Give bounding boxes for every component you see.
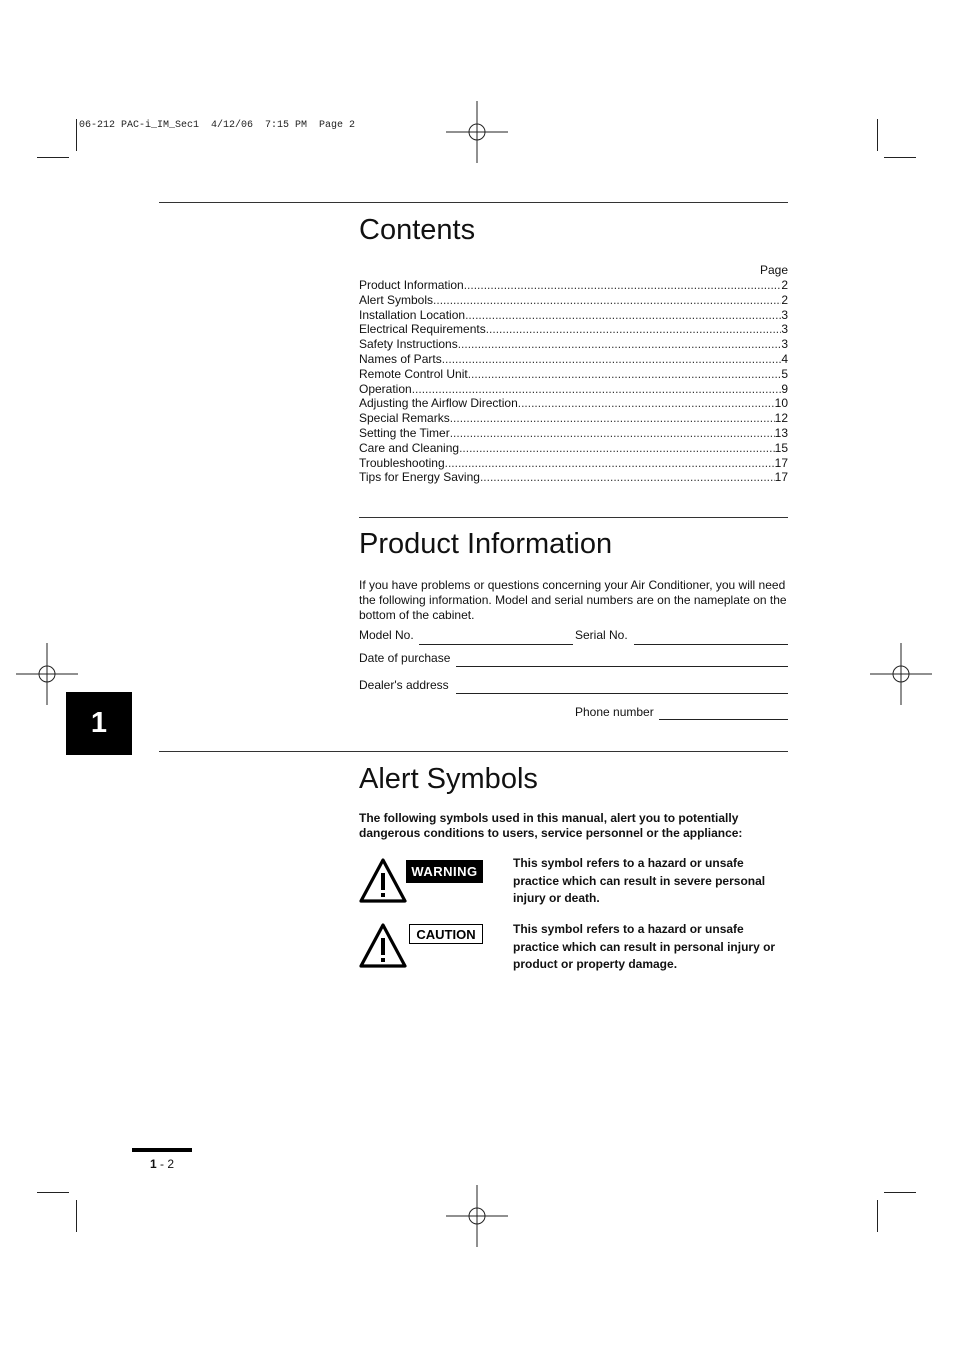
toc-entry-title: Remote Control Unit (359, 366, 468, 381)
toc-entry-title: Troubleshooting (359, 455, 445, 470)
toc-entry-title: Installation Location (359, 307, 466, 322)
warning-badge: WARNING (406, 860, 483, 883)
toc-leader-dots (412, 382, 782, 397)
section-tab: 1 (66, 692, 132, 755)
toc-entry-title: Electrical Requirements (359, 322, 486, 337)
toc-leader-dots (465, 308, 781, 323)
page-chapter: 1 (150, 1157, 157, 1171)
toc-leader-dots (458, 337, 782, 352)
product-info-title: Product Information (359, 528, 613, 560)
toc-leader-dots (433, 293, 781, 308)
toc-leader-dots (459, 441, 775, 456)
table-of-contents (359, 262, 788, 485)
toc-entry (359, 456, 788, 471)
toc-leader-dots (486, 322, 782, 337)
dealer-address-field[interactable] (456, 693, 788, 694)
model-number-label: Model No. (359, 628, 414, 642)
toc-entry-title: Setting the Timer (359, 425, 450, 440)
model-number-field[interactable] (419, 644, 573, 645)
registration-mark-top (446, 101, 508, 163)
toc-entry-page: 2 (781, 278, 788, 292)
toc-entry (359, 308, 788, 323)
toc-leader-dots (480, 470, 775, 485)
caution-triangle-icon (358, 922, 408, 969)
toc-entry (359, 367, 788, 382)
toc-entry-page: 3 (781, 322, 788, 337)
toc-leader-dots (464, 278, 782, 293)
toc-entry-page: 5 (781, 366, 788, 381)
toc-entry-title: Adjusting the Airflow Direction (359, 396, 518, 411)
toc-entry-title: Product Information (359, 278, 464, 292)
toc-leader-dots (468, 367, 782, 382)
toc-entry-page: 4 (781, 351, 788, 366)
dealer-address-label: Dealer's address (359, 678, 449, 692)
toc-page-header: Page (759, 263, 788, 277)
toc-entry-page: 13 (774, 425, 788, 440)
toc-entry (359, 337, 788, 352)
toc-leader-dots (450, 411, 775, 426)
alert-symbols-intro: The following symbols used in this manual, alert you to potentially dangerous conditions to users, service personnel or the appliance: (359, 811, 743, 840)
serial-number-label: Serial No. (575, 628, 628, 642)
toc-entry-title: Safety Instructions (359, 337, 458, 352)
toc-entry-page: 15 (774, 440, 788, 455)
registration-mark-bottom (446, 1185, 508, 1247)
date-of-purchase-label: Date of purchase (359, 651, 451, 665)
toc-entry (359, 278, 788, 293)
toc-entry-title: Tips for Energy Saving (359, 470, 480, 485)
caution-description: This symbol refers to a hazard or unsafe practice which can result in personal injury or product or property damage. (513, 922, 776, 971)
alert-symbols-rule (159, 751, 788, 752)
toc-entry-title: Names of Parts (359, 351, 442, 366)
product-info-rule (359, 517, 788, 518)
toc-entry-title: Operation (359, 381, 412, 396)
alert-symbols-title: Alert Symbols (359, 763, 538, 795)
footer-bar (132, 1148, 192, 1152)
toc-entry-title: Alert Symbols (359, 292, 434, 307)
toc-entry (359, 322, 788, 337)
caution-badge: CAUTION (409, 924, 483, 944)
toc-entry-page: 17 (774, 470, 788, 485)
contents-title: Contents (359, 214, 476, 246)
toc-entry-page: 3 (781, 337, 788, 352)
toc-entry (359, 426, 788, 441)
page-separator: - (156, 1157, 168, 1171)
toc-entry-page: 12 (774, 411, 788, 426)
toc-entry (359, 441, 788, 456)
toc-entry-page: 9 (781, 381, 788, 396)
warning-triangle-icon (358, 857, 408, 904)
toc-leader-dots (450, 426, 775, 441)
toc-entry (359, 293, 788, 308)
toc-entry-page: 17 (774, 455, 788, 470)
toc-entry-page: 10 (774, 396, 788, 411)
toc-entry (359, 411, 788, 426)
phone-number-label: Phone number (575, 705, 654, 719)
toc-entry-page: 3 (781, 307, 788, 322)
printer-slug: 06-212 PAC-i_IM_Sec1 4/12/06 7:15 PM Page 2 (79, 120, 356, 131)
toc-leader-dots (445, 456, 775, 471)
serial-number-field[interactable] (634, 644, 788, 645)
product-info-body: If you have problems or questions concerning your Air Conditioner, you will need the following information. Model and serial numbers are on the nameplate on the bottom of the cabinet. (359, 578, 787, 622)
toc-entry (359, 396, 788, 411)
warning-description: This symbol refers to a hazard or unsafe practice which can result in severe personal injury or death. (513, 856, 766, 905)
toc-list (359, 278, 788, 485)
toc-leader-dots (518, 396, 775, 411)
phone-number-field[interactable] (659, 719, 788, 720)
toc-entry (359, 382, 788, 397)
toc-entry (359, 470, 788, 485)
date-of-purchase-field[interactable] (456, 666, 788, 667)
registration-mark-right (870, 643, 932, 705)
toc-leader-dots (442, 352, 782, 367)
toc-entry-page: 2 (781, 292, 788, 307)
toc-entry-title: Special Remarks (359, 411, 450, 426)
toc-entry-title: Care and Cleaning (359, 440, 460, 455)
page-num: 2 (167, 1157, 175, 1171)
contents-top-rule (159, 202, 788, 203)
page-number (150, 1157, 174, 1171)
toc-entry (359, 352, 788, 367)
